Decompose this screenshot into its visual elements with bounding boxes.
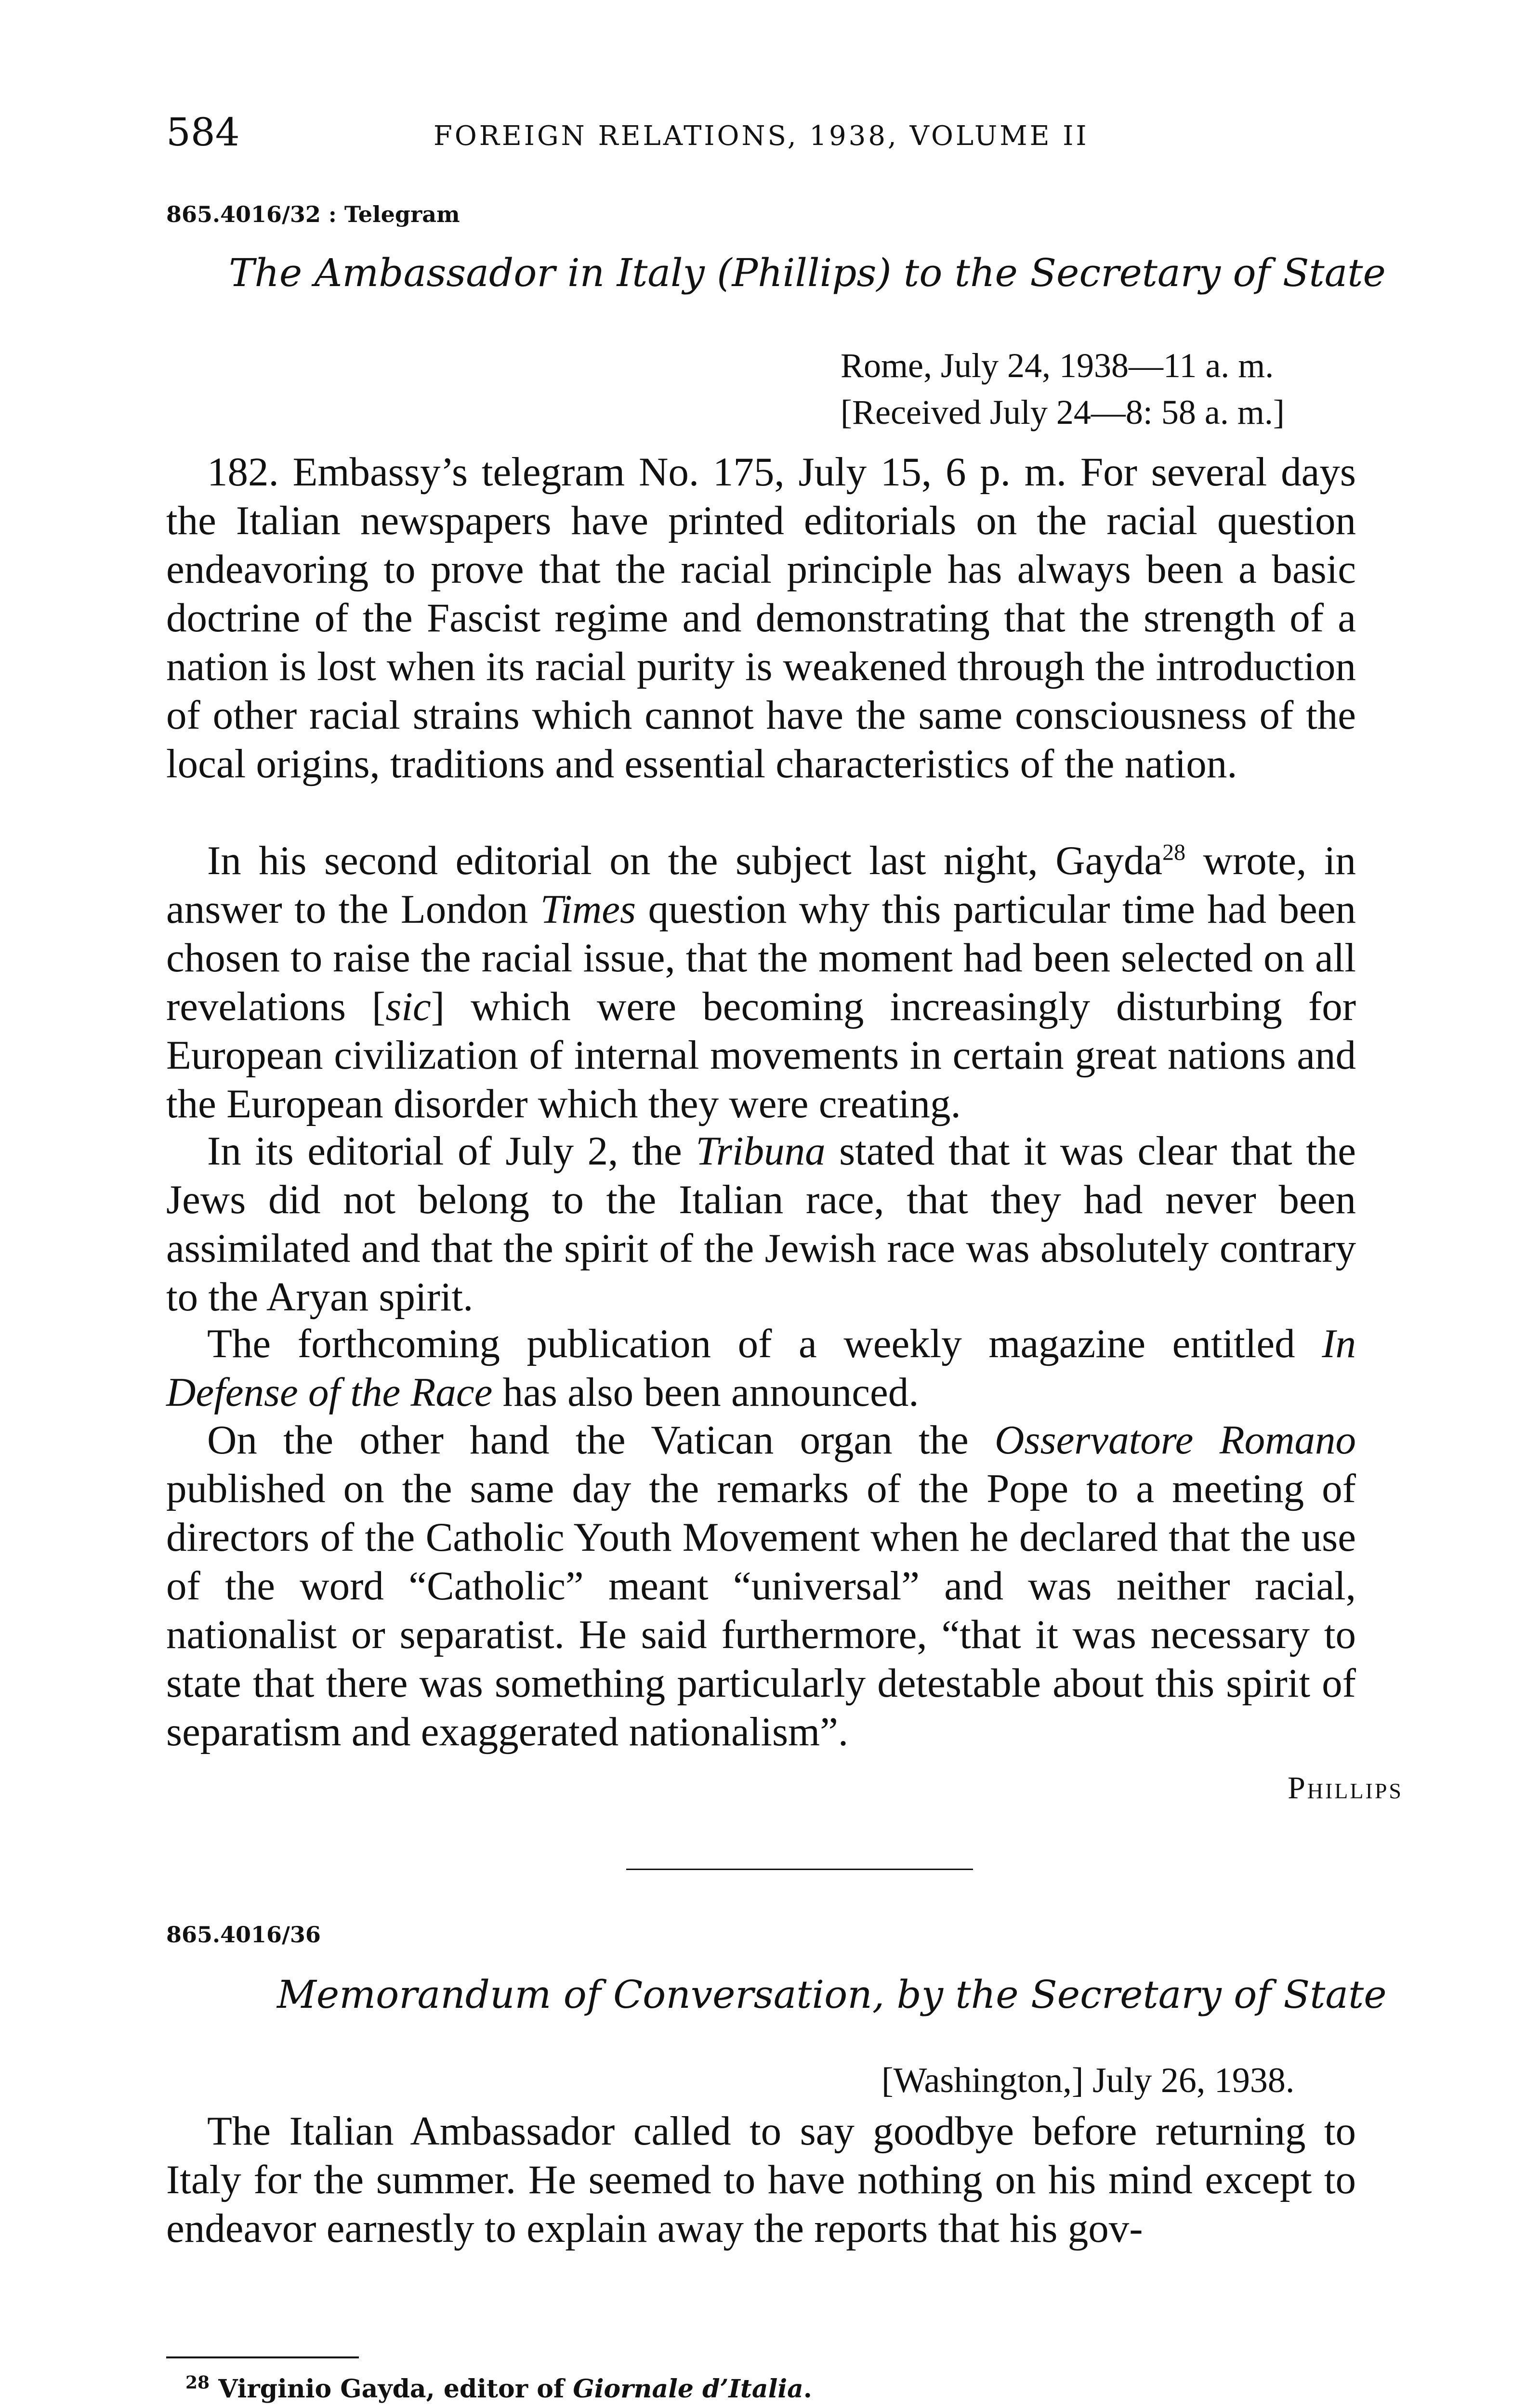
footnote-newspaper-italic: Giornale d’Italia — [573, 2374, 803, 2404]
section-separator — [626, 1869, 973, 1870]
doc1-paragraph-1 — [166, 448, 1356, 788]
doc1-paragraph-3-text-b: stated that it was clear that the Jews did not belong to the Italian race, that they had never been assimilated and that the spirit of the Jewish race was absolutely contrary to the Aryan spirit. — [166, 1128, 1356, 1320]
doc1-paragraph-2-text-c: question why this particular time had been chosen to raise the racial issue, that the moment had been selected on all revelations [ — [166, 887, 1356, 1029]
footnote-rule — [166, 2356, 359, 2358]
doc1-paragraph-5-text-b: published on the same day the remarks of the Pope to a meeting of directors of the Catholic Youth Movement when he declared that the use of the word “Catholic” meant “universal” and was neither racial, nationalist or separatist. He said furthermore, “that it was necessary to state that there was something particularly detestable about this spirit of separatism and exaggerated nationalism”. — [166, 1466, 1356, 1754]
sic-italic: sic — [385, 984, 431, 1029]
footnote-marker: 28 — [185, 2372, 210, 2393]
dateline-2: [Washington,] July 26, 1938. — [881, 2061, 1295, 2100]
times-italic: Times — [540, 887, 636, 932]
doc1-paragraph-2-text-d: ] which were becoming increasingly disturbing for European civilization of internal movements in certain great nations and the European disorder which they were creating. — [166, 984, 1356, 1126]
document-title-2: Memorandum of Conversation, by the Secretary of State — [277, 1972, 1387, 2017]
doc1-paragraph-5-text-a: On the other hand the Vatican organ the — [207, 1417, 995, 1463]
doc1-paragraph-1-text: 182. Embassy’s telegram No. 175, July 15, 6 p. m. For several days the Italian newspapers have printed editorials on the racial question endeavoring to prove that the racial principle has always been a basic doctrine of the Fascist regime and demonstrating that the strength of a nation is lost when its racial purity is weakened through the introduction of other racial strains which cannot have the same consciousness of the local origins, traditions and essential characteristics of the nation. — [166, 449, 1356, 786]
magazine-title-italic: In Defense of the Race — [166, 1321, 1356, 1415]
doc1-paragraph-3 — [166, 1127, 1356, 1322]
received-line-1: [Received July 24—8: 58 a. m.] — [841, 393, 1285, 432]
signature-phillips: Phillips — [1288, 1770, 1403, 1806]
document-title-1: The Ambassador in Italy (Phillips) to the Secretary of State — [229, 250, 1386, 295]
footnote-text-b: . — [803, 2374, 812, 2404]
running-head: FOREIGN RELATIONS, 1938, VOLUME II — [434, 120, 1089, 152]
doc2-paragraph-1-text: The Italian Ambassador called to say goodbye before returning to Italy for the summer. He seemed to have nothing on his mind except to endeavor earnestly to explain away the reports that his gov- — [166, 2108, 1356, 2251]
file-reference-1: 865.4016/32 : Telegram — [166, 201, 460, 227]
doc1-paragraph-4 — [166, 1320, 1356, 1417]
footnote-reference: 28 — [1162, 839, 1186, 865]
doc2-paragraph-1 — [166, 2107, 1356, 2253]
dateline-1: Rome, July 24, 1938—11 a. m. — [841, 346, 1274, 385]
footnote-text-a: Virginio Gayda, editor of — [210, 2374, 573, 2404]
file-reference-2: 865.4016/36 — [166, 1922, 321, 1948]
tribuna-italic: Tribuna — [696, 1128, 826, 1174]
doc1-paragraph-4-text-a: The forthcoming publication of a weekly magazine entitled — [207, 1321, 1322, 1366]
doc1-paragraph-2-text-a: In his second editorial on the subject last night, Gayda — [207, 838, 1163, 883]
doc1-paragraph-2 — [166, 837, 1356, 1128]
footnote-28 — [185, 2374, 812, 2404]
doc1-paragraph-4-text-b: has also been announced. — [492, 1370, 919, 1415]
osservatore-italic: Osservatore Romano — [995, 1417, 1356, 1463]
page-number: 584 — [166, 110, 240, 155]
doc1-paragraph-5 — [166, 1416, 1356, 1756]
doc1-paragraph-3-text-a: In its editorial of July 2, the — [207, 1128, 696, 1174]
doc1-paragraph-2-text-b: wrote, in answer to the London — [166, 838, 1356, 932]
